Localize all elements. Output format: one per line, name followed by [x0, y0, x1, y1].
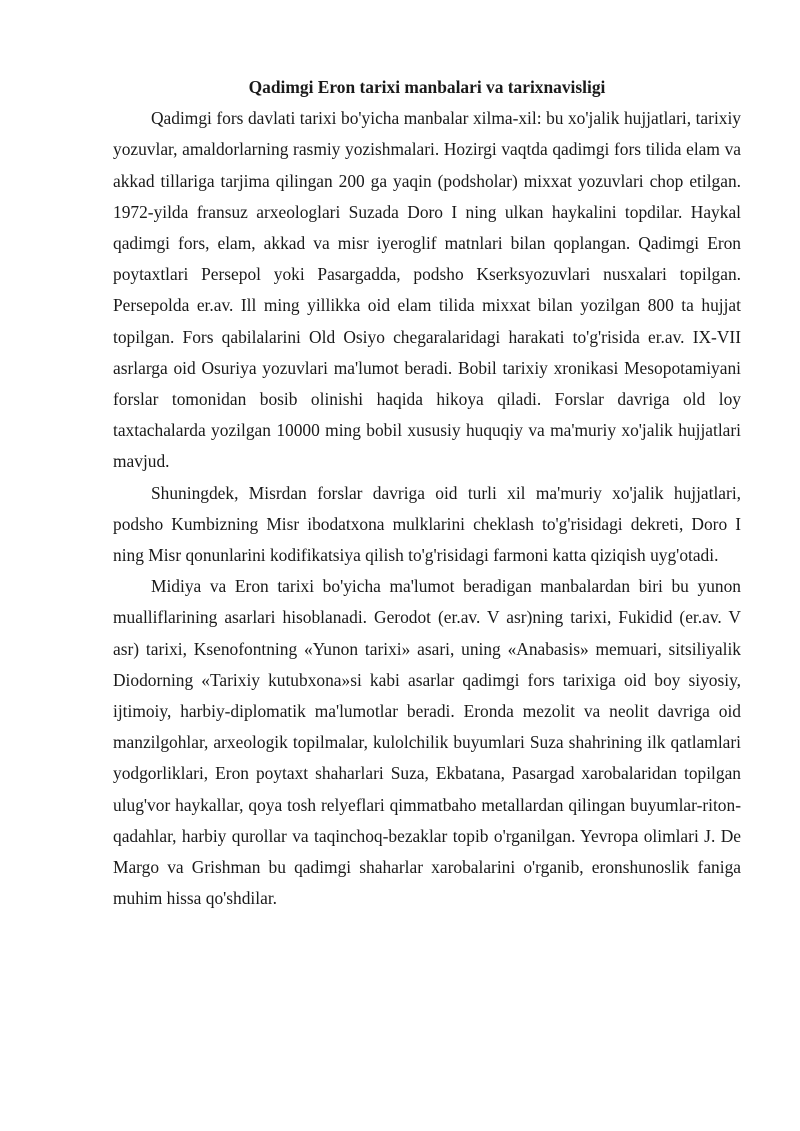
- paragraph-sources-overview: Qadimgi fors davlati tarixi bo'yicha manbalar xilma-xil: bu xo'jalik hujjatlari, tarixiy yozuvlar, amaldorlarning rasmiy yozishmalari. Hozirgi vaqtda qadimgi fors tilida elam va akkad tillariga tarjima qilingan 200 ga yaqin (podsholar) mixxat yozuvlari chop etilgan. 1972-yilda fransuz arxeologlari Suzada Doro I ning ulkan haykalini topdilar. Haykal qadimgi fors, elam, akkad va misr iyeroglif matnlari bilan qoplangan. Qadimgi Eron poytaxtlari Persepol yoki Pasargadda, podsho Kserksyozuvlari nusxalari topilgan. Persepolda er.av. Ill ming yillikka oid elam tilida mixxat bilan yozilgan 800 ta hujjat topilgan. Fors qabilalarini Old Osiyo chegaralaridagi harakati to'g'risida er.av. IX-VII asrlarga oid Osuriya yozuvlari ma'lumot beradi. Bobil tarixiy xronikasi Mesopotamiyani forslar tomonidan bosib olinishi haqida hikoya qiladi. Forslar davriga old loy taxtachalarda yozilgan 10000 ming bobil xususiy huquqiy va ma'muriy xo'jalik hujjatlari mavjud.: [113, 108, 741, 472]
- document-page: [113, 72, 741, 914]
- paragraph-egypt-documents: Shuningdek, Misrdan forslar davriga oid turli xil ma'muriy xo'jalik hujjatlari, podsho Kumbizning Misr ibodatxona mulklarini cheklash to'g'risidagi dekreti, Doro I ning Misr qonunlarini kodifikatsiya qilish to'g'risidagi farmoni katta qiziqish uyg'otadi.: [113, 482, 741, 566]
- document-title: Qadimgi Eron tarixi manbalari va tarixnavisligi: [248, 77, 606, 97]
- paragraph-greek-authors: Midiya va Eron tarixi bo'yicha ma'lumot beradigan manbalardan biri bu yunon mualliflarining asarlari hisoblanadi. Gerodot (er.av. V asr)ning tarixi, Fukidid (er.av. V asr) tarixi, Ksenofontning «Yunon tarixi» asari, uning «Anabasis» memuari, sitsiliyalik Diodorning «Tarixiy kutubxona»si kabi asarlar qadimgi fors tarixiga oid boy siyosiy, ijtimoiy, harbiy-diplomatik ma'lumotlar beradi. Eronda mezolit va neolit davriga oid manzilgohlar, arxeologik topilmalar, kulolchilik buyumlari Suza shahrining ilk qatlamlari yodgorliklari, Eron poytaxt shaharlari Suza, Ekbatana, Pasargad xarobalaridan topilgan ulug'vor haykallar, qoya tosh relyeflari qimmatbaho metallardan qilingan buyumlar-riton-qadahlar, harbiy qurollar va taqinchoq-bezaklar topib o'rganilgan. Yevropa olimlari J. De Margo va Grishman bu qadimgi shaharlar xarobalarini o'rganib, eronshunoslik faniga muhim hissa qo'shdilar.: [113, 576, 741, 909]
